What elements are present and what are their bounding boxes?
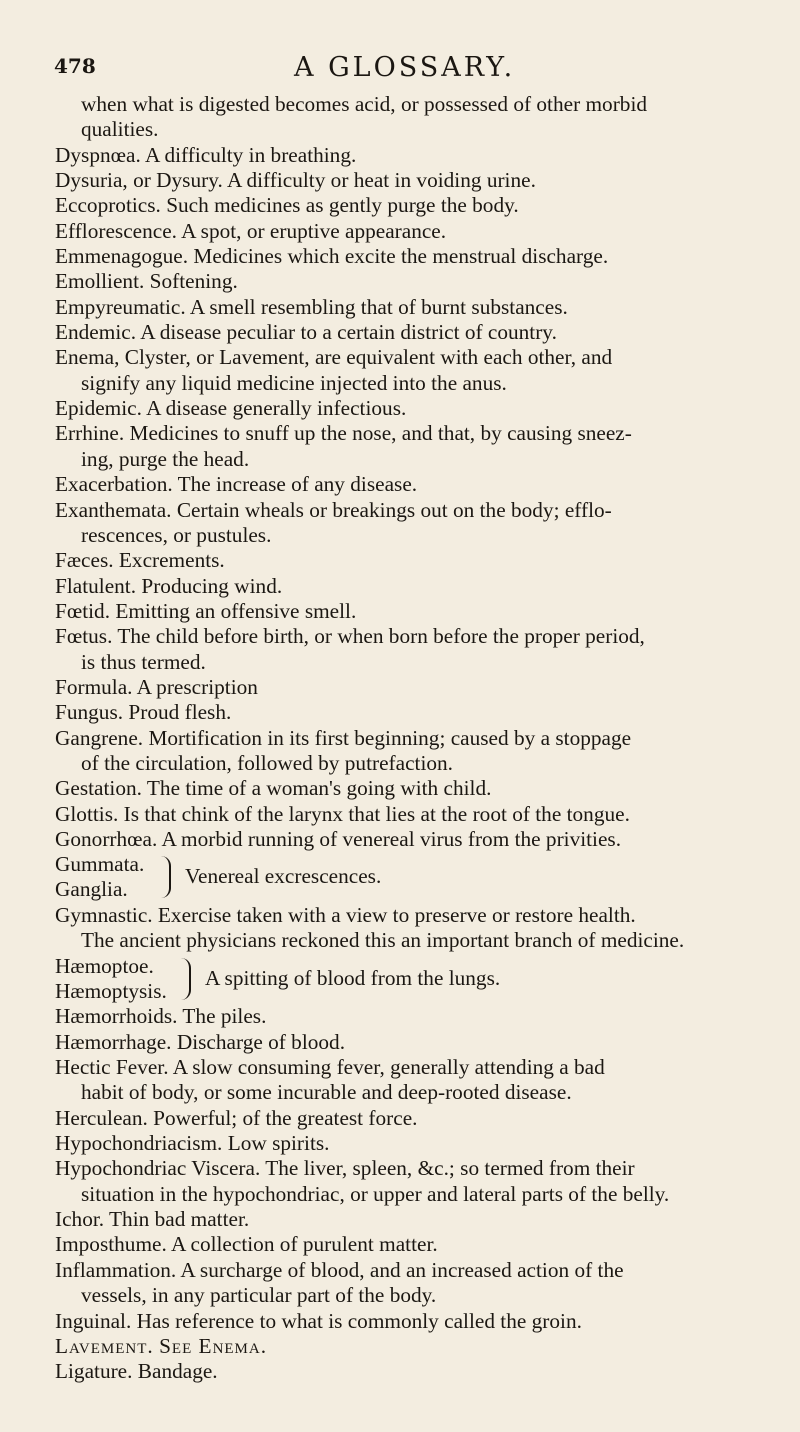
glossary-entry [55, 396, 755, 421]
glossary-definition: signify any liquid medicine injected into the anus. [81, 370, 507, 395]
glossary-term: Endemic. [55, 320, 137, 345]
glossary-entry [55, 320, 755, 345]
glossary-definition: Excrements. [118, 548, 225, 573]
glossary-term: Efflorescence. [55, 218, 177, 243]
glossary-entry [55, 269, 755, 294]
glossary-definition: when what is digested becomes acid, or possessed of other morbid [81, 92, 648, 116]
glossary-definition: Emitting an offensive smell. [115, 598, 357, 623]
glossary-term: Epidemic. [55, 396, 142, 421]
glossary-entry [55, 1334, 755, 1359]
glossary-definition: ing, purge the head. [81, 446, 250, 471]
glossary-term: Enema, Clyster, or Lavement, [55, 345, 310, 370]
glossary-term: Hæmoptysis. [55, 978, 167, 1003]
glossary-entry [55, 802, 755, 827]
glossary-definition: Low spirits. [227, 1131, 330, 1156]
glossary-definition: Producing wind. [141, 573, 283, 598]
glossary-term: Ligature. [55, 1359, 133, 1384]
glossary-definition: Has reference to what is commonly called the groin. [136, 1308, 582, 1333]
glossary-definition: A disease peculiar to a certain district of country. [140, 320, 557, 345]
glossary-term: Gummata. [55, 852, 145, 877]
glossary-entry [55, 1106, 755, 1131]
glossary-definition: situation in the hypochondriac, or upper and lateral parts of the belly. [81, 1181, 670, 1206]
glossary-definition: A collection of purulent matter. [170, 1232, 438, 1257]
glossary-term: Lavement. [55, 1333, 154, 1358]
glossary-entry [55, 193, 755, 218]
glossary-definition: See Enema. [159, 1333, 268, 1358]
glossary-definition: is thus termed. [81, 649, 206, 674]
glossary-term: Emmenagogue. [55, 244, 189, 269]
glossary-definition: A slow consuming fever, generally attending a bad [172, 1055, 605, 1080]
glossary-entry [55, 675, 755, 700]
glossary-definition: A spitting of blood from the lungs. [205, 965, 501, 990]
glossary-term: Gymnastic. [55, 903, 153, 927]
glossary-term: Hectic Fever. [55, 1055, 169, 1080]
glossary-definition: A prescription [136, 674, 258, 699]
glossary-entry [55, 1030, 755, 1055]
glossary-entry [55, 472, 755, 497]
glossary-term: Gonorrhœa. [55, 826, 158, 851]
glossary-entry-continuation [55, 92, 755, 117]
glossary-term: Gangrene. [55, 725, 144, 750]
glossary-definition: A smell resembling that of burnt substances. [189, 294, 568, 319]
entries-block-2 [55, 903, 755, 954]
glossary-definition: Bandage. [137, 1359, 218, 1384]
glossary-term: Exacerbation. [55, 472, 173, 497]
glossary-term: Herculean. [55, 1105, 148, 1130]
glossary-definition: Proud flesh. [128, 700, 232, 725]
glossary-definition: Thin bad matter. [109, 1207, 250, 1232]
glossary-definition: Certain wheals or breakings out on the body; efflo- [176, 497, 612, 522]
glossary-entry-continuation [55, 447, 755, 472]
glossary-entry [55, 1207, 755, 1232]
glossary-term: Errhine. [55, 421, 125, 446]
glossary-definition: qualities. [81, 117, 159, 142]
glossary-term: Dyspnœa. [55, 142, 141, 167]
glossary-entry [55, 624, 755, 649]
glossary-entry [55, 295, 755, 320]
glossary-definition: The increase of any disease. [177, 472, 418, 497]
glossary-term: Empyreumatic. [55, 294, 186, 319]
glossary-definition: The time of a woman's going with child. [146, 776, 492, 801]
glossary-definition: The child before birth, or when born before the proper period, [117, 624, 645, 649]
glossary-term: Inflammation. [55, 1257, 177, 1282]
glossary-definition: Such medicines as gently purge the body. [166, 193, 519, 218]
glossary-entry [55, 1232, 755, 1257]
glossary-entry [55, 726, 755, 751]
glossary-entry-continuation [55, 1283, 755, 1308]
glossary-term: Hæmorrhage. [55, 1029, 172, 1054]
glossary-entry [55, 776, 755, 801]
glossary-definition: Is that chink of the larynx that lies at the root of the tongue. [123, 801, 630, 826]
glossary-definition: The ancient physicians reckoned this an important branch of medicine. [81, 928, 685, 953]
glossary-term: Hypochondriac Viscera. [55, 1156, 261, 1181]
glossary-definition: Medicines to snuff up the nose, and that, by causing sneez- [129, 421, 632, 446]
glossary-definition: Exercise taken with a view to preserve or restore health. [157, 903, 636, 927]
glossary-entry-continuation [55, 1080, 755, 1105]
glossary-term: Fæces. [55, 548, 114, 573]
glossary-definition: Mortification in its first beginning; caused by a stoppage [148, 725, 632, 750]
glossary-definition: A difficulty in breathing. [144, 142, 357, 167]
glossary-term: Hæmorrhoids. [55, 1004, 178, 1029]
glossary-entry [55, 1055, 755, 1080]
glossary-term: Fungus. [55, 700, 124, 725]
page-number: 478 [54, 54, 96, 78]
glossary-entry [55, 168, 755, 193]
glossary-entry [55, 1309, 755, 1334]
glossary-term: Hæmoptoe. [55, 953, 154, 978]
glossary-definition: habit of body, or some incurable and deep-rooted disease. [81, 1080, 572, 1105]
glossary-definition: A spot, or eruptive appearance. [181, 218, 447, 243]
entries-block-3 [55, 1004, 755, 1384]
glossary-definition: vessels, in any particular part of the body. [81, 1283, 437, 1308]
glossary-term: Gestation. [55, 776, 142, 801]
glossary-term: Formula. [55, 674, 133, 699]
glossary-entry [55, 345, 755, 370]
glossary-entry [55, 1359, 755, 1384]
glossary-term: Inguinal. [55, 1308, 132, 1333]
glossary-definition: Venereal excrescences. [185, 864, 382, 889]
glossary-entry [55, 219, 755, 244]
glossary-entry-continuation [55, 523, 755, 548]
brace-bracket [159, 856, 171, 898]
glossary-term: Dysuria, or Dysury. [55, 168, 223, 193]
glossary-term: Imposthume. [55, 1232, 167, 1257]
glossary-definition: Discharge of blood. [176, 1029, 346, 1054]
glossary-entry [55, 1004, 755, 1029]
glossary-entry [55, 421, 755, 446]
glossary-entry [55, 1131, 755, 1156]
glossary-entry [55, 599, 755, 624]
glossary-definition: A surcharge of blood, and an increased action of the [180, 1257, 624, 1282]
glossary-definition: Softening. [149, 269, 238, 294]
entries-block-1 [55, 92, 755, 852]
glossary-term: Exanthemata. [55, 497, 172, 522]
page-title: A GLOSSARY. [294, 52, 516, 83]
glossary-entry-continuation [55, 371, 755, 396]
bracketed-entry-gummata [55, 852, 755, 903]
glossary-entry [55, 827, 755, 852]
glossary-entry [55, 548, 755, 573]
glossary-entry-continuation [55, 117, 755, 142]
glossary-term: Ichor. [55, 1207, 105, 1232]
glossary-entry [55, 700, 755, 725]
glossary-definition: The piles. [182, 1004, 267, 1029]
glossary-entry [55, 1258, 755, 1283]
glossary-entry [55, 574, 755, 599]
glossary-entry [55, 1156, 755, 1181]
brace-bracket [179, 958, 191, 1000]
glossary-term: Ganglia. [55, 877, 128, 902]
glossary-entry [55, 498, 755, 523]
glossary-entry-continuation [55, 1182, 755, 1207]
glossary-entry [55, 903, 755, 928]
glossary-definition: rescences, or pustules. [81, 522, 272, 547]
glossary-entries [55, 92, 755, 1385]
glossary-definition: Powerful; of the greatest force. [153, 1105, 418, 1130]
glossary-entry-continuation [55, 650, 755, 675]
glossary-definition: A difficulty or heat in voiding urine. [226, 168, 536, 193]
glossary-term: Hypochondriacism. [55, 1131, 223, 1156]
glossary-entry [55, 143, 755, 168]
glossary-entry [55, 244, 755, 269]
glossary-term: Glottis. [55, 801, 119, 826]
glossary-definition: A morbid running of venereal virus from the privities. [161, 826, 622, 851]
glossary-definition: are equivalent with each other, and [314, 345, 613, 370]
glossary-term: Fœtid. [55, 598, 111, 623]
glossary-definition: The liver, spleen, &c.; so termed from their [265, 1156, 635, 1181]
running-head [54, 52, 760, 92]
glossary-term: Emollient. [55, 269, 145, 294]
bracketed-entry-haemoptoe [55, 954, 755, 1005]
glossary-entry-continuation [55, 928, 755, 953]
glossary-definition: Medicines which excite the menstrual discharge. [193, 244, 609, 269]
glossary-definition: A disease generally infectious. [146, 396, 407, 421]
glossary-definition: of the circulation, followed by putrefaction. [81, 750, 453, 775]
glossary-entry-continuation [55, 751, 755, 776]
glossary-term: Eccoprotics. [55, 193, 161, 218]
glossary-term: Flatulent. [55, 573, 137, 598]
glossary-term: Fœtus. [55, 624, 113, 649]
